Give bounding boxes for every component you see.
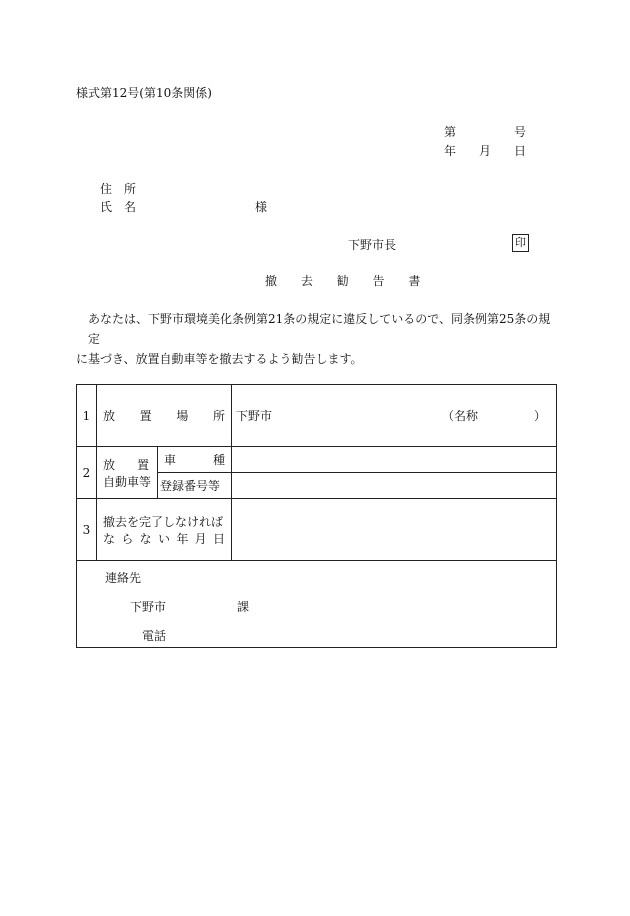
body-paragraph (76, 309, 556, 369)
contact-section: 課 (237, 600, 250, 614)
body-line-2: に基づき、放置自動車等を撤去するよう勧告します。 (76, 352, 363, 366)
location-name-field: （名称 ） (441, 409, 546, 423)
registration-label: 登録番号等 (158, 473, 232, 499)
row-number: 2 (77, 447, 97, 499)
vehicle-type-label: 車 種 (158, 447, 232, 473)
contact-city: 下野市 (130, 600, 167, 614)
doc-number-suffix: 号 (513, 125, 526, 139)
recommendation-table (76, 384, 557, 648)
vehicle-type-value[interactable] (232, 447, 557, 473)
table-row-location (77, 385, 557, 447)
sender-title: 下野市長 (348, 238, 397, 252)
vehicle-group-label: 放 置 自動車等 (97, 447, 158, 499)
date-year: 年 (444, 144, 457, 158)
location-value[interactable] (232, 385, 557, 447)
location-label: 放 置 場 所 (97, 385, 232, 447)
contact-cell (77, 561, 557, 648)
deadline-value[interactable] (232, 499, 557, 561)
date-month: 月 (478, 144, 491, 158)
body-line-1: あなたは、下野市環境美化条例第21条の規定に違反しているので、同条例第25条の規定 (88, 312, 551, 346)
contact-phone: 電話 (142, 629, 167, 643)
issue-date (444, 142, 526, 159)
registration-value[interactable] (232, 473, 557, 499)
document-number (444, 123, 526, 140)
table-row-vehicle-type (77, 447, 557, 473)
document-title: 撤 去 勧 告 書 (265, 274, 421, 288)
form-id: 様式第12号(第10条関係) (76, 86, 212, 100)
doc-number-prefix: 第 (444, 125, 457, 139)
location-city: 下野市 (236, 409, 273, 423)
deadline-label: 撤去を完了しなければ な ら な い 年 月 日 (97, 499, 232, 561)
table-row-contact (77, 561, 557, 648)
row-number: 3 (77, 499, 97, 561)
address-label: 住 所 (100, 182, 136, 196)
row-number: 1 (77, 385, 97, 447)
name-label: 氏 名 (100, 200, 136, 214)
contact-label: 連絡先 (105, 571, 142, 585)
date-day: 日 (513, 144, 526, 158)
honorific: 様 (255, 200, 268, 214)
table-row-deadline (77, 499, 557, 561)
seal-mark: 印 (512, 234, 529, 252)
